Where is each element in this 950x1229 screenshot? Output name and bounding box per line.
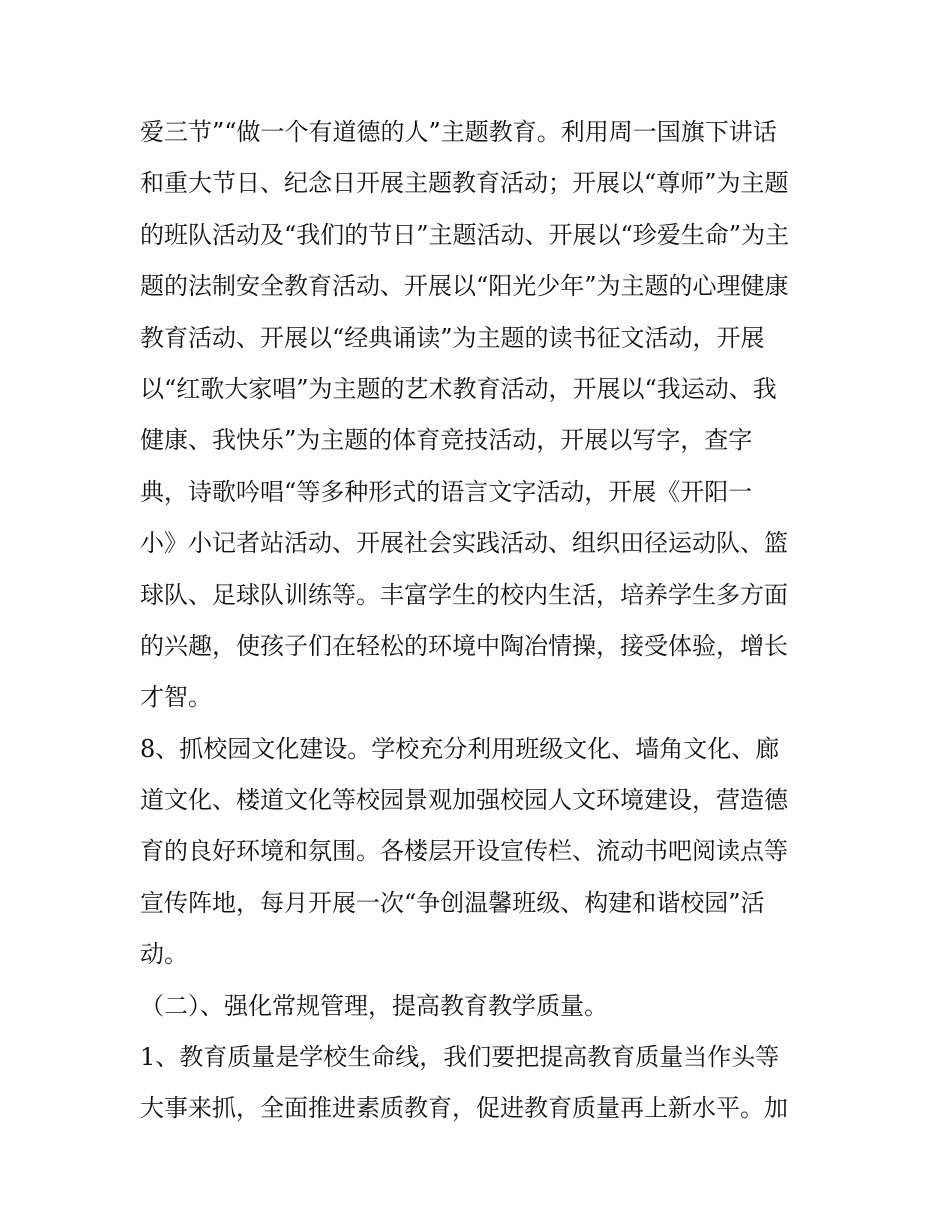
text-line: 动。: [140, 940, 188, 969]
text-line: 宣传阵地，每月开展一次“争创温馨班级、构建和谐校园”活: [140, 888, 765, 917]
text-line: 健康、我快乐”为主题的体育竞技活动，开展以写字，查字: [140, 426, 753, 455]
text-line: 的兴趣，使孩子们在轻松的环境中陶冶情操，接受体验，增长: [140, 631, 788, 660]
text-line: 和重大节日、纪念日开展主题教育活动；开展以“尊师”为主题: [140, 169, 789, 198]
section-8-line: 8、抓校园文化建设。学校充分利用班级文化、墙角文化、廊: [140, 734, 780, 763]
text-line: 球队、足球队训练等。丰富学生的校内生活，培养学生多方面: [140, 580, 788, 609]
text-line: 题的法制安全教育活动、开展以“阳光少年”为主题的心理健康: [140, 272, 789, 301]
text-line: 大事来抓，全面推进素质教育，促进教育质量再上新水平。加: [140, 1094, 788, 1123]
section-heading: （二）、强化常规管理，提高教育教学质量。: [140, 991, 608, 1020]
text-line: 以“红歌大家唱”为主题的艺术教育活动，开展以“我运动、我: [140, 374, 777, 403]
text-line: 小》小记者站活动、开展社会实践活动、组织田径运动队、篮: [140, 529, 788, 558]
text-line: 典，诗歌吟唱“等多种形式的语言文字活动，开展《开阳一: [140, 477, 753, 506]
section-1-line: 1、教育质量是学校生命线，我们要把提高教育质量当作头等: [140, 1043, 780, 1072]
document-body: [140, 107, 820, 1135]
text-line: 才智。: [140, 683, 212, 712]
text-line: 道文化、楼道文化等校园景观加强校园人文环境建设，营造德: [140, 786, 788, 815]
text-line: 育的良好环境和氛围。各楼层开设宣传栏、流动书吧阅读点等: [140, 837, 788, 866]
text-line: 教育活动、开展以“经典诵读”为主题的读书征文活动，开展: [140, 323, 765, 352]
text-line: 的班队活动及“我们的节日”主题活动、开展以“珍爱生命”为主: [140, 220, 790, 249]
text-line: 爱三节”“做一个有道德的人”主题教育。利用周一国旗下讲话: [140, 118, 777, 146]
